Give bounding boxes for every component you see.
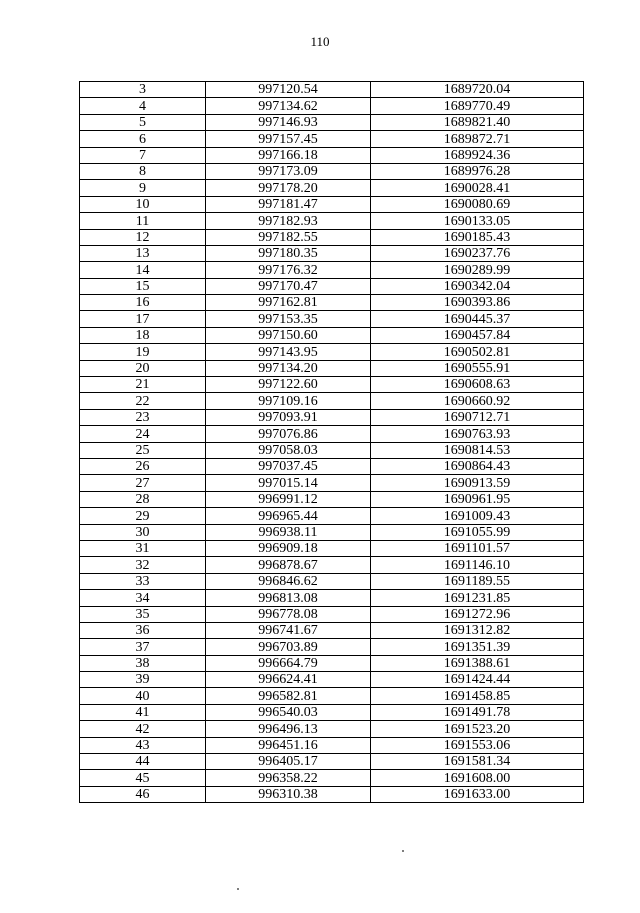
- point-number-cell: 23: [80, 409, 206, 425]
- x-coordinate-cell: 996582.81: [206, 688, 371, 704]
- x-coordinate-cell: 996846.62: [206, 573, 371, 589]
- point-number-cell: 20: [80, 360, 206, 376]
- table-row: [80, 409, 584, 425]
- table-row: [80, 622, 584, 638]
- x-coordinate-cell: 996878.67: [206, 557, 371, 573]
- y-coordinate-cell: 1690445.37: [371, 311, 584, 327]
- y-coordinate-cell: 1689872.71: [371, 131, 584, 147]
- point-number-cell: 3: [80, 82, 206, 98]
- y-coordinate-cell: 1691553.06: [371, 737, 584, 753]
- table-row: [80, 393, 584, 409]
- table-row: [80, 655, 584, 671]
- x-coordinate-cell: 997153.35: [206, 311, 371, 327]
- table-row: [80, 606, 584, 622]
- point-number-cell: 13: [80, 245, 206, 261]
- x-coordinate-cell: 997134.62: [206, 98, 371, 114]
- y-coordinate-cell: 1690457.84: [371, 327, 584, 343]
- point-number-cell: 31: [80, 540, 206, 556]
- point-number-cell: 44: [80, 754, 206, 770]
- table-row: [80, 245, 584, 261]
- table-row: [80, 278, 584, 294]
- table-row: [80, 229, 584, 245]
- x-coordinate-cell: 997037.45: [206, 458, 371, 474]
- table-row: [80, 524, 584, 540]
- point-number-cell: 24: [80, 426, 206, 442]
- y-coordinate-cell: 1691608.00: [371, 770, 584, 786]
- y-coordinate-cell: 1691272.96: [371, 606, 584, 622]
- y-coordinate-cell: 1689976.28: [371, 163, 584, 179]
- table-row: [80, 475, 584, 491]
- table-row: [80, 114, 584, 130]
- y-coordinate-cell: 1690393.86: [371, 295, 584, 311]
- x-coordinate-cell: 996938.11: [206, 524, 371, 540]
- x-coordinate-cell: 997176.32: [206, 262, 371, 278]
- x-coordinate-cell: 997170.47: [206, 278, 371, 294]
- table-row: [80, 770, 584, 786]
- y-coordinate-cell: 1691055.99: [371, 524, 584, 540]
- point-number-cell: 39: [80, 672, 206, 688]
- x-coordinate-cell: 997093.91: [206, 409, 371, 425]
- point-number-cell: 34: [80, 590, 206, 606]
- point-number-cell: 8: [80, 163, 206, 179]
- y-coordinate-cell: 1690185.43: [371, 229, 584, 245]
- table-row: [80, 540, 584, 556]
- y-coordinate-cell: 1690814.53: [371, 442, 584, 458]
- y-coordinate-cell: 1691312.82: [371, 622, 584, 638]
- x-coordinate-cell: 997181.47: [206, 196, 371, 212]
- y-coordinate-cell: 1691458.85: [371, 688, 584, 704]
- table-row: [80, 672, 584, 688]
- point-number-cell: 36: [80, 622, 206, 638]
- table-row: [80, 147, 584, 163]
- x-coordinate-cell: 997146.93: [206, 114, 371, 130]
- point-number-cell: 18: [80, 327, 206, 343]
- x-coordinate-cell: 996778.08: [206, 606, 371, 622]
- y-coordinate-cell: 1691009.43: [371, 508, 584, 524]
- y-coordinate-cell: 1691146.10: [371, 557, 584, 573]
- y-coordinate-cell: 1690961.95: [371, 491, 584, 507]
- y-coordinate-cell: 1691491.78: [371, 704, 584, 720]
- y-coordinate-cell: 1691388.61: [371, 655, 584, 671]
- y-coordinate-cell: 1690237.76: [371, 245, 584, 261]
- table-row: [80, 344, 584, 360]
- point-number-cell: 35: [80, 606, 206, 622]
- y-coordinate-cell: 1691523.20: [371, 721, 584, 737]
- y-coordinate-cell: 1689770.49: [371, 98, 584, 114]
- x-coordinate-cell: 996540.03: [206, 704, 371, 720]
- table-row: [80, 360, 584, 376]
- table-row: [80, 458, 584, 474]
- y-coordinate-cell: 1690502.81: [371, 344, 584, 360]
- y-coordinate-cell: 1690712.71: [371, 409, 584, 425]
- point-number-cell: 10: [80, 196, 206, 212]
- x-coordinate-cell: 996703.89: [206, 639, 371, 655]
- point-number-cell: 46: [80, 786, 206, 802]
- point-number-cell: 26: [80, 458, 206, 474]
- table-row: [80, 786, 584, 802]
- x-coordinate-cell: 996405.17: [206, 754, 371, 770]
- table-row: [80, 442, 584, 458]
- point-number-cell: 43: [80, 737, 206, 753]
- x-coordinate-cell: 997143.95: [206, 344, 371, 360]
- point-number-cell: 4: [80, 98, 206, 114]
- y-coordinate-cell: 1690763.93: [371, 426, 584, 442]
- table-row: [80, 377, 584, 393]
- y-coordinate-cell: 1691351.39: [371, 639, 584, 655]
- table-row: [80, 508, 584, 524]
- x-coordinate-cell: 996310.38: [206, 786, 371, 802]
- point-number-cell: 9: [80, 180, 206, 196]
- table-row: [80, 688, 584, 704]
- table-row: [80, 180, 584, 196]
- point-number-cell: 19: [80, 344, 206, 360]
- x-coordinate-cell: 997157.45: [206, 131, 371, 147]
- x-coordinate-cell: 997182.93: [206, 213, 371, 229]
- x-coordinate-cell: 996624.41: [206, 672, 371, 688]
- x-coordinate-cell: 997166.18: [206, 147, 371, 163]
- y-coordinate-cell: 1690913.59: [371, 475, 584, 491]
- table-row: [80, 426, 584, 442]
- y-coordinate-cell: 1691101.57: [371, 540, 584, 556]
- x-coordinate-cell: 997058.03: [206, 442, 371, 458]
- scan-speck: [237, 888, 239, 890]
- table-row: [80, 311, 584, 327]
- point-number-cell: 17: [80, 311, 206, 327]
- x-coordinate-cell: 997173.09: [206, 163, 371, 179]
- x-coordinate-cell: 997162.81: [206, 295, 371, 311]
- point-number-cell: 6: [80, 131, 206, 147]
- point-number-cell: 11: [80, 213, 206, 229]
- table-row: [80, 721, 584, 737]
- point-number-cell: 15: [80, 278, 206, 294]
- table-row: [80, 131, 584, 147]
- y-coordinate-cell: 1690342.04: [371, 278, 584, 294]
- x-coordinate-cell: 996813.08: [206, 590, 371, 606]
- y-coordinate-cell: 1691231.85: [371, 590, 584, 606]
- table-row: [80, 639, 584, 655]
- table-row: [80, 557, 584, 573]
- y-coordinate-cell: 1691424.44: [371, 672, 584, 688]
- table-row: [80, 262, 584, 278]
- point-number-cell: 45: [80, 770, 206, 786]
- x-coordinate-cell: 997076.86: [206, 426, 371, 442]
- coordinates-table-body: [80, 82, 584, 803]
- y-coordinate-cell: 1690608.63: [371, 377, 584, 393]
- table-row: [80, 327, 584, 343]
- point-number-cell: 29: [80, 508, 206, 524]
- table-row: [80, 491, 584, 507]
- y-coordinate-cell: 1689924.36: [371, 147, 584, 163]
- point-number-cell: 7: [80, 147, 206, 163]
- point-number-cell: 28: [80, 491, 206, 507]
- x-coordinate-cell: 996664.79: [206, 655, 371, 671]
- y-coordinate-cell: 1691581.34: [371, 754, 584, 770]
- y-coordinate-cell: 1690864.43: [371, 458, 584, 474]
- table-row: [80, 737, 584, 753]
- point-number-cell: 41: [80, 704, 206, 720]
- point-number-cell: 14: [80, 262, 206, 278]
- point-number-cell: 32: [80, 557, 206, 573]
- table-row: [80, 98, 584, 114]
- x-coordinate-cell: 996451.16: [206, 737, 371, 753]
- x-coordinate-cell: 997109.16: [206, 393, 371, 409]
- table-row: [80, 82, 584, 98]
- y-coordinate-cell: 1690028.41: [371, 180, 584, 196]
- point-number-cell: 33: [80, 573, 206, 589]
- point-number-cell: 40: [80, 688, 206, 704]
- coordinates-table: [79, 81, 584, 803]
- point-number-cell: 22: [80, 393, 206, 409]
- y-coordinate-cell: 1690555.91: [371, 360, 584, 376]
- table-row: [80, 213, 584, 229]
- point-number-cell: 38: [80, 655, 206, 671]
- point-number-cell: 16: [80, 295, 206, 311]
- y-coordinate-cell: 1690289.99: [371, 262, 584, 278]
- x-coordinate-cell: 996909.18: [206, 540, 371, 556]
- table-row: [80, 163, 584, 179]
- point-number-cell: 27: [80, 475, 206, 491]
- x-coordinate-cell: 997180.35: [206, 245, 371, 261]
- x-coordinate-cell: 997182.55: [206, 229, 371, 245]
- table-row: [80, 754, 584, 770]
- point-number-cell: 37: [80, 639, 206, 655]
- x-coordinate-cell: 997120.54: [206, 82, 371, 98]
- table-row: [80, 573, 584, 589]
- point-number-cell: 25: [80, 442, 206, 458]
- x-coordinate-cell: 997122.60: [206, 377, 371, 393]
- x-coordinate-cell: 997134.20: [206, 360, 371, 376]
- page-number: 110: [310, 34, 330, 49]
- x-coordinate-cell: 996496.13: [206, 721, 371, 737]
- x-coordinate-cell: 997150.60: [206, 327, 371, 343]
- y-coordinate-cell: 1691633.00: [371, 786, 584, 802]
- point-number-cell: 42: [80, 721, 206, 737]
- point-number-cell: 21: [80, 377, 206, 393]
- x-coordinate-cell: 996991.12: [206, 491, 371, 507]
- x-coordinate-cell: 996741.67: [206, 622, 371, 638]
- x-coordinate-cell: 997015.14: [206, 475, 371, 491]
- y-coordinate-cell: 1690660.92: [371, 393, 584, 409]
- scan-speck: [402, 850, 404, 852]
- x-coordinate-cell: 997178.20: [206, 180, 371, 196]
- point-number-cell: 5: [80, 114, 206, 130]
- table-row: [80, 590, 584, 606]
- point-number-cell: 30: [80, 524, 206, 540]
- y-coordinate-cell: 1691189.55: [371, 573, 584, 589]
- y-coordinate-cell: 1689821.40: [371, 114, 584, 130]
- table-row: [80, 295, 584, 311]
- y-coordinate-cell: 1689720.04: [371, 82, 584, 98]
- point-number-cell: 12: [80, 229, 206, 245]
- table-row: [80, 704, 584, 720]
- table-row: [80, 196, 584, 212]
- y-coordinate-cell: 1690080.69: [371, 196, 584, 212]
- x-coordinate-cell: 996358.22: [206, 770, 371, 786]
- y-coordinate-cell: 1690133.05: [371, 213, 584, 229]
- x-coordinate-cell: 996965.44: [206, 508, 371, 524]
